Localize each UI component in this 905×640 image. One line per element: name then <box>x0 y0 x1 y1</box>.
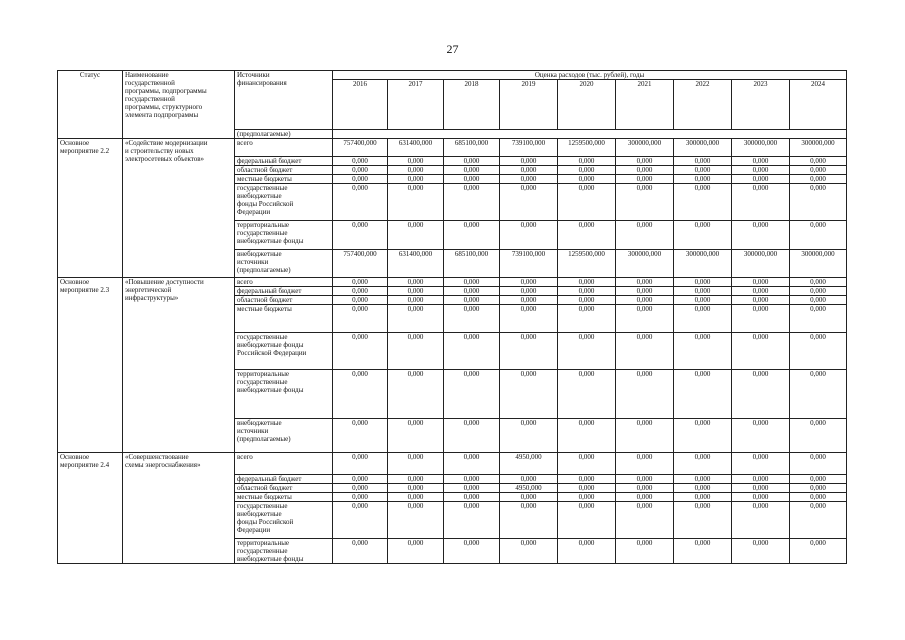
value-cell: 300000,000 <box>616 139 674 157</box>
value-cell: 0,000 <box>616 166 674 175</box>
value-cell: 0,000 <box>333 419 388 453</box>
value-cell: 0,000 <box>616 493 674 502</box>
value-cell: 0,000 <box>616 475 674 484</box>
value-cell: 0,000 <box>444 419 500 453</box>
year-header: 2019 <box>500 80 558 130</box>
value-cell: 0,000 <box>388 419 444 453</box>
value-cell: 631400,000 <box>388 139 444 157</box>
value-cell: 0,000 <box>558 305 616 333</box>
value-cell: 0,000 <box>674 475 732 484</box>
year-header: 2024 <box>790 80 847 130</box>
value-cell: 0,000 <box>616 296 674 305</box>
budget-table <box>57 70 847 564</box>
value-cell: 0,000 <box>790 166 847 175</box>
value-cell: 0,000 <box>732 166 790 175</box>
value-cell: 0,000 <box>790 502 847 539</box>
value-cell: 300000,000 <box>790 139 847 157</box>
year-header: 2023 <box>732 80 790 130</box>
value-cell: 0,000 <box>333 453 388 475</box>
funding-source-cell: территориальные государственные внебюджетные фонды <box>235 221 333 250</box>
value-cell: 0,000 <box>558 370 616 419</box>
value-cell: 0,000 <box>616 175 674 184</box>
value-cell: 739100,000 <box>500 139 558 157</box>
funding-source-cell: областной бюджет <box>235 296 333 305</box>
value-cell: 0,000 <box>790 296 847 305</box>
value-cell: 0,000 <box>732 278 790 287</box>
value-cell: 0,000 <box>732 484 790 493</box>
value-cell: 0,000 <box>616 184 674 221</box>
value-cell: 0,000 <box>790 175 847 184</box>
funding-source-cell: внебюджетные источники (предполагаемые) <box>235 250 333 278</box>
value-cell: 0,000 <box>444 502 500 539</box>
value-cell: 0,000 <box>388 475 444 484</box>
value-cell: 0,000 <box>674 305 732 333</box>
value-cell: 0,000 <box>790 287 847 296</box>
value-cell: 0,000 <box>388 157 444 166</box>
value-cell: 0,000 <box>500 502 558 539</box>
value-cell: 0,000 <box>616 502 674 539</box>
value-cell: 0,000 <box>388 221 444 250</box>
value-cell: 0,000 <box>500 370 558 419</box>
value-cell: 0,000 <box>790 539 847 564</box>
value-cell: 0,000 <box>790 370 847 419</box>
value-cell: 0,000 <box>444 453 500 475</box>
value-cell: 0,000 <box>616 278 674 287</box>
value-cell: 0,000 <box>333 370 388 419</box>
value-cell: 0,000 <box>790 493 847 502</box>
value-cell: 0,000 <box>732 175 790 184</box>
value-cell: 0,000 <box>500 333 558 370</box>
value-cell: 0,000 <box>558 175 616 184</box>
program-name-cell: «Повышение доступности энергетической инфраструктуры» <box>123 278 235 453</box>
value-cell: 4950,000 <box>500 484 558 493</box>
value-cell: 0,000 <box>674 287 732 296</box>
value-cell: 0,000 <box>790 484 847 493</box>
value-cell: 0,000 <box>790 221 847 250</box>
value-cell: 0,000 <box>790 305 847 333</box>
value-cell: 0,000 <box>616 287 674 296</box>
header-source-cont: (предполагаемые) <box>235 130 333 139</box>
value-cell: 0,000 <box>674 166 732 175</box>
value-cell: 0,000 <box>444 278 500 287</box>
header-name: Наименование государственной программы, подпрограммы государственной программы, структурного элемента подпрограммы <box>123 71 235 139</box>
value-cell: 0,000 <box>616 333 674 370</box>
funding-source-cell: государственные внебюджетные фонды Российской Федерации <box>235 333 333 370</box>
value-cell: 0,000 <box>388 453 444 475</box>
table-row <box>58 139 847 157</box>
value-cell: 0,000 <box>333 296 388 305</box>
value-cell: 0,000 <box>674 278 732 287</box>
value-cell: 0,000 <box>444 305 500 333</box>
value-cell: 0,000 <box>333 493 388 502</box>
value-cell: 0,000 <box>333 305 388 333</box>
value-cell: 0,000 <box>444 475 500 484</box>
value-cell: 0,000 <box>558 419 616 453</box>
funding-source-cell: государственные внебюджетные фонды Российской Федерации <box>235 184 333 221</box>
value-cell: 0,000 <box>500 296 558 305</box>
year-header: 2016 <box>333 80 388 130</box>
value-cell: 0,000 <box>558 453 616 475</box>
value-cell: 0,000 <box>333 221 388 250</box>
value-cell: 0,000 <box>388 502 444 539</box>
value-cell: 0,000 <box>790 157 847 166</box>
value-cell: 0,000 <box>444 221 500 250</box>
value-cell: 0,000 <box>558 278 616 287</box>
value-cell: 0,000 <box>732 502 790 539</box>
value-cell: 0,000 <box>500 305 558 333</box>
value-cell: 0,000 <box>674 419 732 453</box>
value-cell: 0,000 <box>732 493 790 502</box>
value-cell: 0,000 <box>388 184 444 221</box>
value-cell: 0,000 <box>732 305 790 333</box>
value-cell: 0,000 <box>674 175 732 184</box>
program-name-cell: «Содействие модернизации и строительству новых электросетевых объектов» <box>123 139 235 278</box>
value-cell: 0,000 <box>674 539 732 564</box>
funding-source-cell: местные бюджеты <box>235 305 333 333</box>
value-cell: 0,000 <box>388 370 444 419</box>
value-cell: 0,000 <box>616 157 674 166</box>
value-cell: 0,000 <box>674 493 732 502</box>
value-cell: 0,000 <box>444 184 500 221</box>
value-cell: 0,000 <box>388 278 444 287</box>
value-cell: 0,000 <box>616 221 674 250</box>
funding-source-cell: областной бюджет <box>235 484 333 493</box>
value-cell: 0,000 <box>790 475 847 484</box>
value-cell: 0,000 <box>500 278 558 287</box>
value-cell: 0,000 <box>732 296 790 305</box>
year-header: 2017 <box>388 80 444 130</box>
value-cell: 0,000 <box>444 370 500 419</box>
value-cell: 0,000 <box>558 493 616 502</box>
value-cell: 0,000 <box>444 484 500 493</box>
value-cell: 0,000 <box>558 333 616 370</box>
value-cell: 0,000 <box>333 287 388 296</box>
table-body <box>58 139 847 564</box>
value-cell: 0,000 <box>444 287 500 296</box>
value-cell: 0,000 <box>616 305 674 333</box>
value-cell: 0,000 <box>732 370 790 419</box>
value-cell: 0,000 <box>388 175 444 184</box>
value-cell: 0,000 <box>444 333 500 370</box>
value-cell: 0,000 <box>674 333 732 370</box>
value-cell: 685100,000 <box>444 250 500 278</box>
value-cell: 0,000 <box>732 287 790 296</box>
value-cell: 0,000 <box>444 296 500 305</box>
value-cell: 0,000 <box>500 184 558 221</box>
status-cell: Основное мероприятие 2.2 <box>58 139 123 278</box>
value-cell: 0,000 <box>558 157 616 166</box>
status-cell: Основное мероприятие 2.4 <box>58 453 123 564</box>
value-cell: 757400,000 <box>333 139 388 157</box>
value-cell: 0,000 <box>558 484 616 493</box>
year-header: 2018 <box>444 80 500 130</box>
table-row <box>58 278 847 287</box>
value-cell: 0,000 <box>674 370 732 419</box>
value-cell: 0,000 <box>790 333 847 370</box>
value-cell: 0,000 <box>500 157 558 166</box>
value-cell: 0,000 <box>674 296 732 305</box>
value-cell: 300000,000 <box>674 139 732 157</box>
value-cell: 0,000 <box>388 493 444 502</box>
value-cell: 0,000 <box>333 184 388 221</box>
value-cell: 0,000 <box>500 475 558 484</box>
value-cell: 300000,000 <box>732 139 790 157</box>
value-cell: 0,000 <box>333 539 388 564</box>
value-cell: 757400,000 <box>333 250 388 278</box>
status-cell: Основное мероприятие 2.3 <box>58 278 123 453</box>
value-cell: 0,000 <box>674 157 732 166</box>
value-cell: 0,000 <box>444 157 500 166</box>
funding-source-cell: федеральный бюджет <box>235 475 333 484</box>
value-cell: 0,000 <box>558 502 616 539</box>
funding-source-cell: федеральный бюджет <box>235 157 333 166</box>
funding-source-cell: территориальные государственные внебюджетные фонды <box>235 370 333 419</box>
value-cell: 1259500,000 <box>558 139 616 157</box>
value-cell: 0,000 <box>333 484 388 493</box>
funding-source-cell: всего <box>235 278 333 287</box>
value-cell: 0,000 <box>444 493 500 502</box>
value-cell: 0,000 <box>674 453 732 475</box>
value-cell: 0,000 <box>500 539 558 564</box>
value-cell: 685100,000 <box>444 139 500 157</box>
table-row <box>58 453 847 475</box>
value-cell: 0,000 <box>558 184 616 221</box>
value-cell: 0,000 <box>500 493 558 502</box>
value-cell: 4950,000 <box>500 453 558 475</box>
value-cell: 0,000 <box>732 475 790 484</box>
value-cell: 300000,000 <box>732 250 790 278</box>
value-cell: 0,000 <box>500 166 558 175</box>
value-cell: 0,000 <box>388 333 444 370</box>
value-cell: 0,000 <box>444 175 500 184</box>
value-cell: 0,000 <box>732 419 790 453</box>
value-cell: 0,000 <box>674 184 732 221</box>
funding-source-cell: внебюджетные источники (предполагаемые) <box>235 419 333 453</box>
value-cell: 0,000 <box>616 539 674 564</box>
value-cell: 0,000 <box>333 157 388 166</box>
value-cell: 0,000 <box>444 539 500 564</box>
year-header: 2020 <box>558 80 616 130</box>
funding-source-cell: федеральный бюджет <box>235 287 333 296</box>
funding-source-cell: местные бюджеты <box>235 175 333 184</box>
value-cell: 0,000 <box>616 419 674 453</box>
value-cell: 0,000 <box>616 453 674 475</box>
value-cell: 0,000 <box>732 453 790 475</box>
value-cell: 0,000 <box>558 296 616 305</box>
value-cell: 300000,000 <box>674 250 732 278</box>
value-cell: 300000,000 <box>616 250 674 278</box>
value-cell: 0,000 <box>333 502 388 539</box>
value-cell: 0,000 <box>674 221 732 250</box>
value-cell: 0,000 <box>558 166 616 175</box>
value-cell: 0,000 <box>558 221 616 250</box>
funding-source-cell: областной бюджет <box>235 166 333 175</box>
value-cell: 0,000 <box>388 166 444 175</box>
value-cell: 0,000 <box>558 287 616 296</box>
value-cell: 300000,000 <box>790 250 847 278</box>
value-cell: 0,000 <box>790 184 847 221</box>
value-cell: 0,000 <box>500 287 558 296</box>
funding-source-cell: государственные внебюджетные фонды Российской Федерации <box>235 502 333 539</box>
funding-source-cell: всего <box>235 453 333 475</box>
value-cell: 631400,000 <box>388 250 444 278</box>
value-cell: 0,000 <box>333 175 388 184</box>
value-cell: 0,000 <box>558 475 616 484</box>
value-cell: 0,000 <box>732 157 790 166</box>
funding-source-cell: территориальные государственные внебюджетные фонды <box>235 539 333 564</box>
value-cell: 0,000 <box>616 370 674 419</box>
value-cell: 0,000 <box>388 305 444 333</box>
value-cell: 0,000 <box>333 278 388 287</box>
header-cont-blank <box>333 130 847 139</box>
value-cell: 0,000 <box>616 484 674 493</box>
year-header: 2022 <box>674 80 732 130</box>
value-cell: 0,000 <box>500 221 558 250</box>
value-cell: 0,000 <box>790 278 847 287</box>
funding-source-cell: местные бюджеты <box>235 493 333 502</box>
value-cell: 0,000 <box>732 539 790 564</box>
value-cell: 0,000 <box>790 453 847 475</box>
header-status: Статус <box>58 71 123 139</box>
value-cell: 0,000 <box>500 175 558 184</box>
value-cell: 0,000 <box>732 221 790 250</box>
header-source: Источники финансирования <box>235 71 333 130</box>
value-cell: 1259500,000 <box>558 250 616 278</box>
value-cell: 0,000 <box>732 184 790 221</box>
value-cell: 0,000 <box>388 539 444 564</box>
header-estimate: Оценка расходов (тыс. рублей), годы <box>333 71 847 80</box>
value-cell: 0,000 <box>732 333 790 370</box>
value-cell: 0,000 <box>333 166 388 175</box>
value-cell: 0,000 <box>558 539 616 564</box>
page-number: 27 <box>446 42 459 56</box>
value-cell: 0,000 <box>790 419 847 453</box>
value-cell: 0,000 <box>333 475 388 484</box>
value-cell: 739100,000 <box>500 250 558 278</box>
value-cell: 0,000 <box>388 484 444 493</box>
program-name-cell: «Совершенствование схемы энергоснабжения» <box>123 453 235 564</box>
value-cell: 0,000 <box>388 287 444 296</box>
value-cell: 0,000 <box>444 166 500 175</box>
value-cell: 0,000 <box>674 484 732 493</box>
value-cell: 0,000 <box>500 419 558 453</box>
funding-source-cell: всего <box>235 139 333 157</box>
value-cell: 0,000 <box>388 296 444 305</box>
value-cell: 0,000 <box>333 333 388 370</box>
value-cell: 0,000 <box>674 502 732 539</box>
year-header: 2021 <box>616 80 674 130</box>
